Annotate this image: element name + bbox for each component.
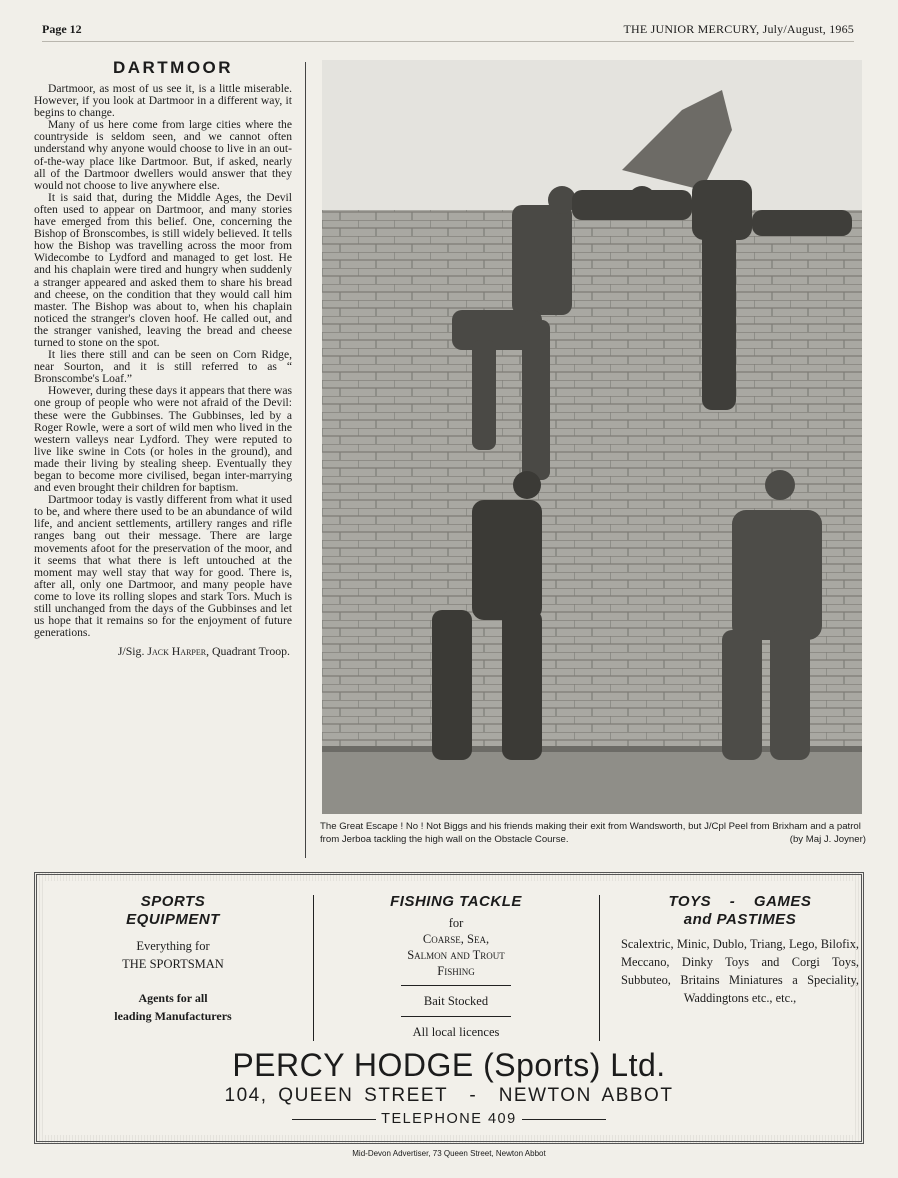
obstacle-course-photo <box>322 60 862 814</box>
percy-hodge-advert <box>34 872 864 1144</box>
sports-heading-line1: SPORTS <box>140 893 206 910</box>
article-paragraph: Many of us here come from large cities where the countryside is seldom seen, and we cannot often understand why anyone would choose to live in an out-of-the-way place like Dartmoor. But, if asked, nearly all of the Dartmoor dwellers would answer that they would not choose to live anywhere else. <box>34 118 292 192</box>
article-paragraph: It is said that, during the Middle Ages, the Devil often used to appear on Dartmoor, and many stories have emerged from this belief. One, concerning the Bishop of Bronscombes, is still widely believed. It tells how the Bishop was travelling across the moor from Widecombe to Lydford and managed to get lost. He and his chaplain were tired and hungry when suddenly a stranger appeared and asked them to share his bread and cheese, on the condition that they would call him master. The Bishop was about to, when his chaplain noticed the stranger's cloven hoof. He called out, and the stranger vanished, leaving the bread and cheese turned to stone on the spot. <box>34 190 292 349</box>
article-byline <box>34 645 292 657</box>
phone-rule-left <box>292 1119 376 1120</box>
company-name: PERCY HODGE (Sports) Ltd. <box>232 1047 666 1083</box>
advert-fishing-column <box>343 893 569 1041</box>
sports-heading-line2: EQUIPMENT <box>126 911 220 928</box>
company-address: 104, QUEEN STREET - NEWTON ABBOT <box>224 1085 674 1106</box>
photo-caption <box>320 820 866 846</box>
sports-line1: Everything for <box>136 939 210 953</box>
printer-imprint: Mid-Devon Advertiser, 73 Queen Street, Newton Abbot <box>352 1149 546 1158</box>
fishing-line6: All local licences <box>412 1025 500 1039</box>
photo-illustration <box>322 60 862 814</box>
page-header <box>42 22 854 42</box>
fishing-heading: FISHING TACKLE <box>390 893 522 910</box>
advert-toys-column <box>621 893 859 1007</box>
fishing-line2: Coarse, Sea, <box>422 932 490 946</box>
advert-sports-column <box>73 893 273 1025</box>
sports-line3: Agents for all <box>138 991 208 1005</box>
byline-rank: J/Sig. <box>117 644 145 659</box>
fishing-rule <box>401 1016 511 1017</box>
caption-text: The Great Escape ! No ! Not Biggs and his friends making their exit from Wandsworth, but J/Cpl Peel from Brixham and a patrol from Jerboa tackling the high wall on the Obstacle Course. <box>320 821 861 845</box>
company-phone-row <box>43 1111 855 1127</box>
photo-credit: (by Maj J. Joyner) <box>789 834 866 845</box>
advert-panel <box>43 881 859 1135</box>
article-title: DARTMOOR <box>112 58 234 77</box>
publication-title: THE JUNIOR MERCURY, July/August, 1965 <box>623 22 854 36</box>
fishing-line3: Salmon and Trout <box>407 948 505 962</box>
advert-divider <box>313 895 314 1041</box>
fishing-rule <box>401 985 511 986</box>
page-number: Page 12 <box>42 22 82 36</box>
article-paragraph: Dartmoor today is vastly different from what it used to be, and where there used to be an abundance of wild life, and ancient settlements, artillery ranges and rifle ranges bang out their message. There are large movements afoot for the preservation of the moor, and it seems that what there is left untouched at the moment may well stay that way for good. There is, after all, only one Dartmoor, and many people have come to love its rolling slopes and stark Tors. Much is still unchanged from the days of the Gubbinses and let us hope that it remains so for the enjoyment of future generations. <box>34 493 292 640</box>
article-dartmoor <box>34 58 292 657</box>
toys-heading-line2: and PASTIMES <box>683 911 797 928</box>
toys-list: Scalextric, Minic, Dublo, Triang, Lego, Bilofix, Meccano, Dinky Toys and Corgi Toys, Subbuteo, Britains Miniatures a Speciality, Waddingtons etc., etc., <box>621 937 859 1005</box>
sports-line4: leading Manufacturers <box>114 1009 232 1023</box>
fishing-line5: Bait Stocked <box>423 994 489 1008</box>
phone-rule-right <box>522 1119 606 1120</box>
company-phone: TELEPHONE 409 <box>381 1111 517 1127</box>
column-divider <box>305 62 306 858</box>
fishing-line1: for <box>448 916 464 930</box>
article-paragraph: It lies there still and can be seen on Corn Ridge, near Sourton, and it is still referred to as “ Bronscombe's Loaf.” <box>34 348 292 386</box>
advert-divider <box>599 895 600 1041</box>
fishing-line4: Fishing <box>437 964 475 978</box>
article-paragraph: Dartmoor, as most of us see it, is a little miserable. However, if you look at Dartmoor in a different way, it begins to change. <box>34 82 292 120</box>
byline-unit: Quadrant Troop. <box>212 644 290 659</box>
toys-heading-line1: TOYS - GAMES <box>668 893 812 910</box>
sports-line2: THE SPORTSMAN <box>122 957 224 971</box>
article-paragraph: However, during these days it appears that there was one group of people who were not afraid of the Devil: these were the Gubbinses. The Gubbinses, led by a Roger Rowle, were a sort of wild men who lived in the western valleys near Lydford. They were reputed to live like swine in Cots (or holes in the ground), and made their living by stealing sheep. Eventually they began to become more civilised, began inter-marrying and even brought their children for baptism. <box>34 384 292 495</box>
byline-name: Jack Harper, <box>147 644 210 659</box>
